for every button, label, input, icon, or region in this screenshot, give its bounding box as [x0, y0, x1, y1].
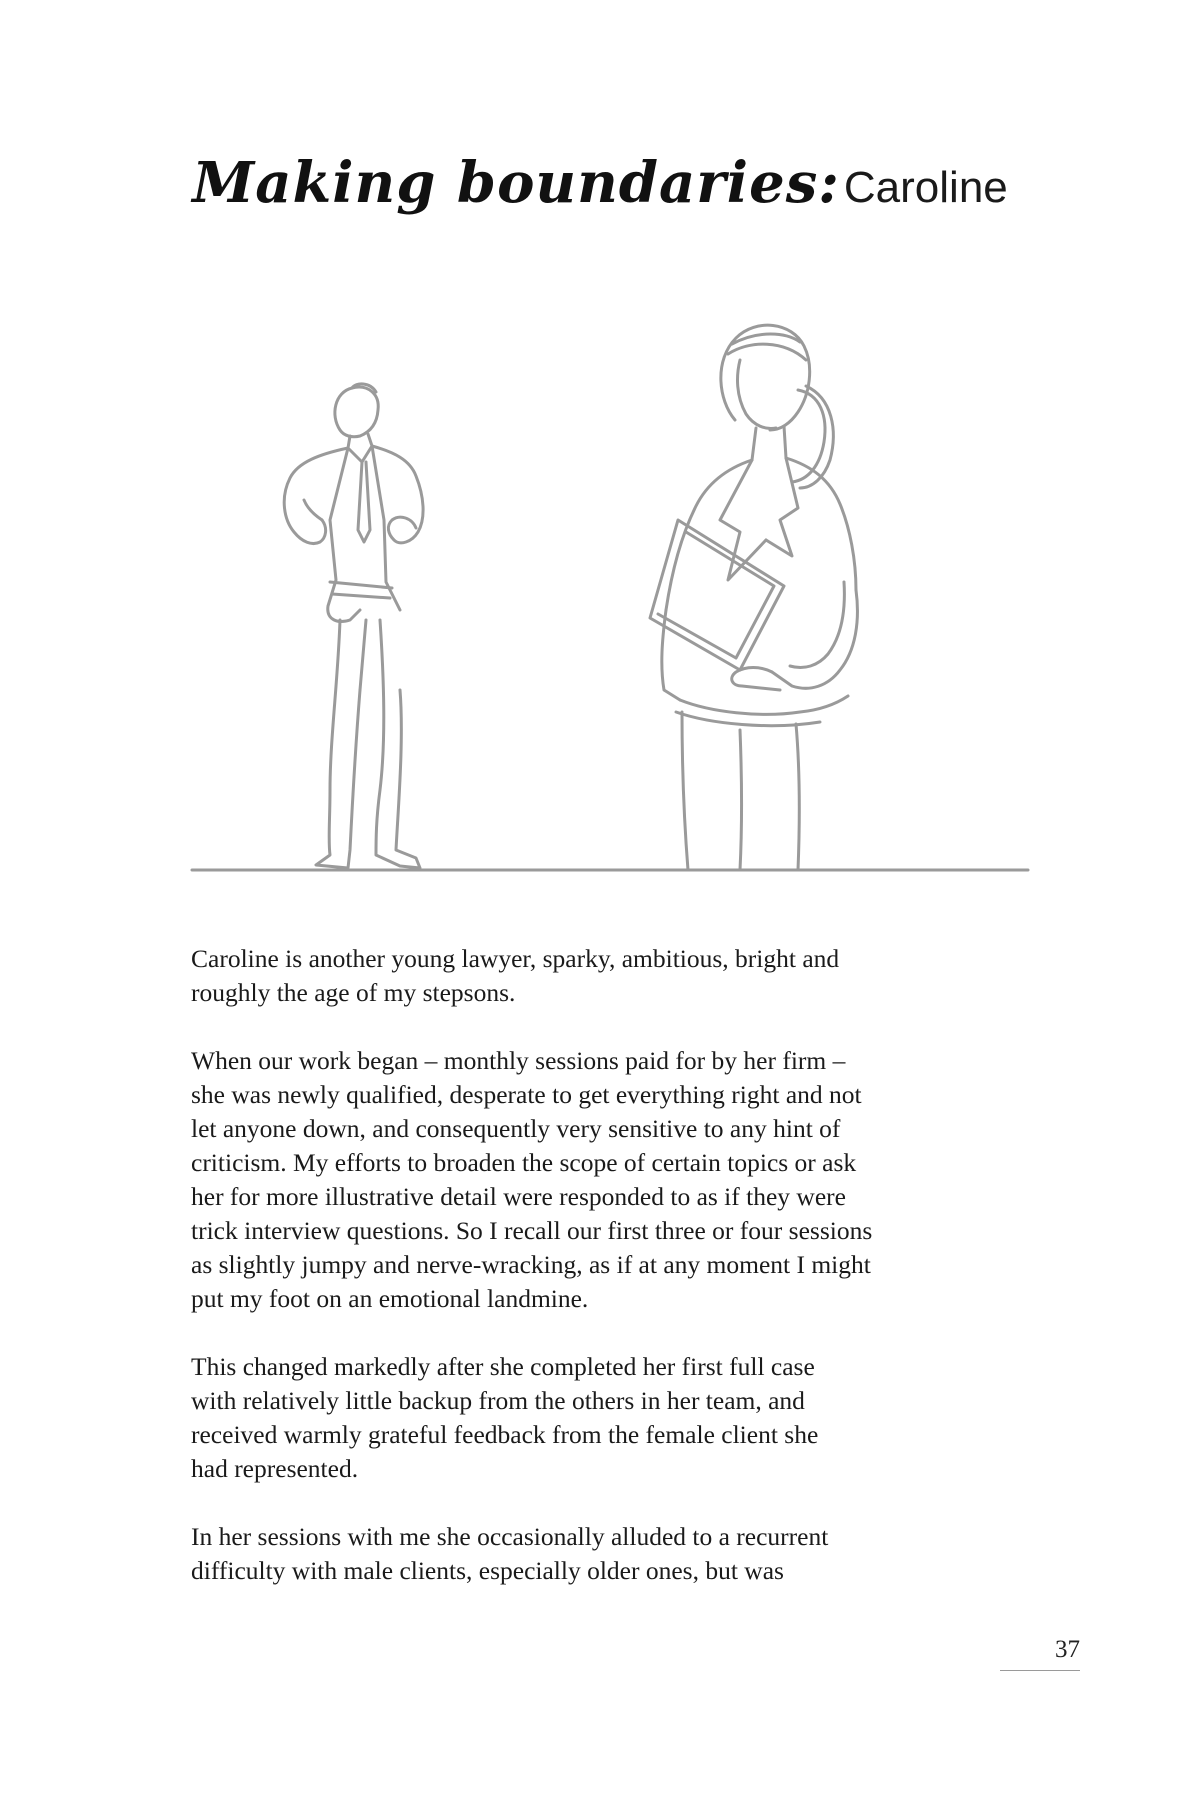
line-drawing-man-and-woman-icon	[180, 320, 1040, 880]
chapter-title-script: Making boundaries:	[192, 150, 840, 216]
paragraph-1: Caroline is another young lawyer, sparky, ambitious, bright and roughly the age of my stepsons.	[191, 944, 840, 1007]
paragraph-2: When our work began – monthly sessions paid for by her firm – she was newly qualified, desperate to get everything right and not let anyone down, and consequently very sensitive to any hint of criticism. My efforts to broaden the scope of certain topics or ask her for more illustrative detail were responded to as if they were trick interview questions. So I recall our first three or four sessions as slightly jumpy and nerve-wracking, as if at any moment I might put my foot on an emotional landmine.	[191, 1046, 873, 1313]
body-text	[191, 942, 1021, 1622]
man-figure	[284, 384, 423, 868]
paragraph-4: In her sessions with me she occasionally alluded to a recurrent difficulty with male clients, especially older ones, but was	[191, 1522, 829, 1585]
page-number: 37	[1055, 1636, 1080, 1663]
chapter-title	[0, 150, 1200, 216]
woman-figure	[650, 325, 857, 870]
paragraph-3: This changed markedly after she completed her first full case with relatively little backup from the others in her team, and received warmly grateful feedback from the female client she had represented.	[191, 1352, 819, 1483]
footer-rule	[1000, 1670, 1080, 1671]
chapter-title-name: Caroline	[843, 163, 1008, 212]
